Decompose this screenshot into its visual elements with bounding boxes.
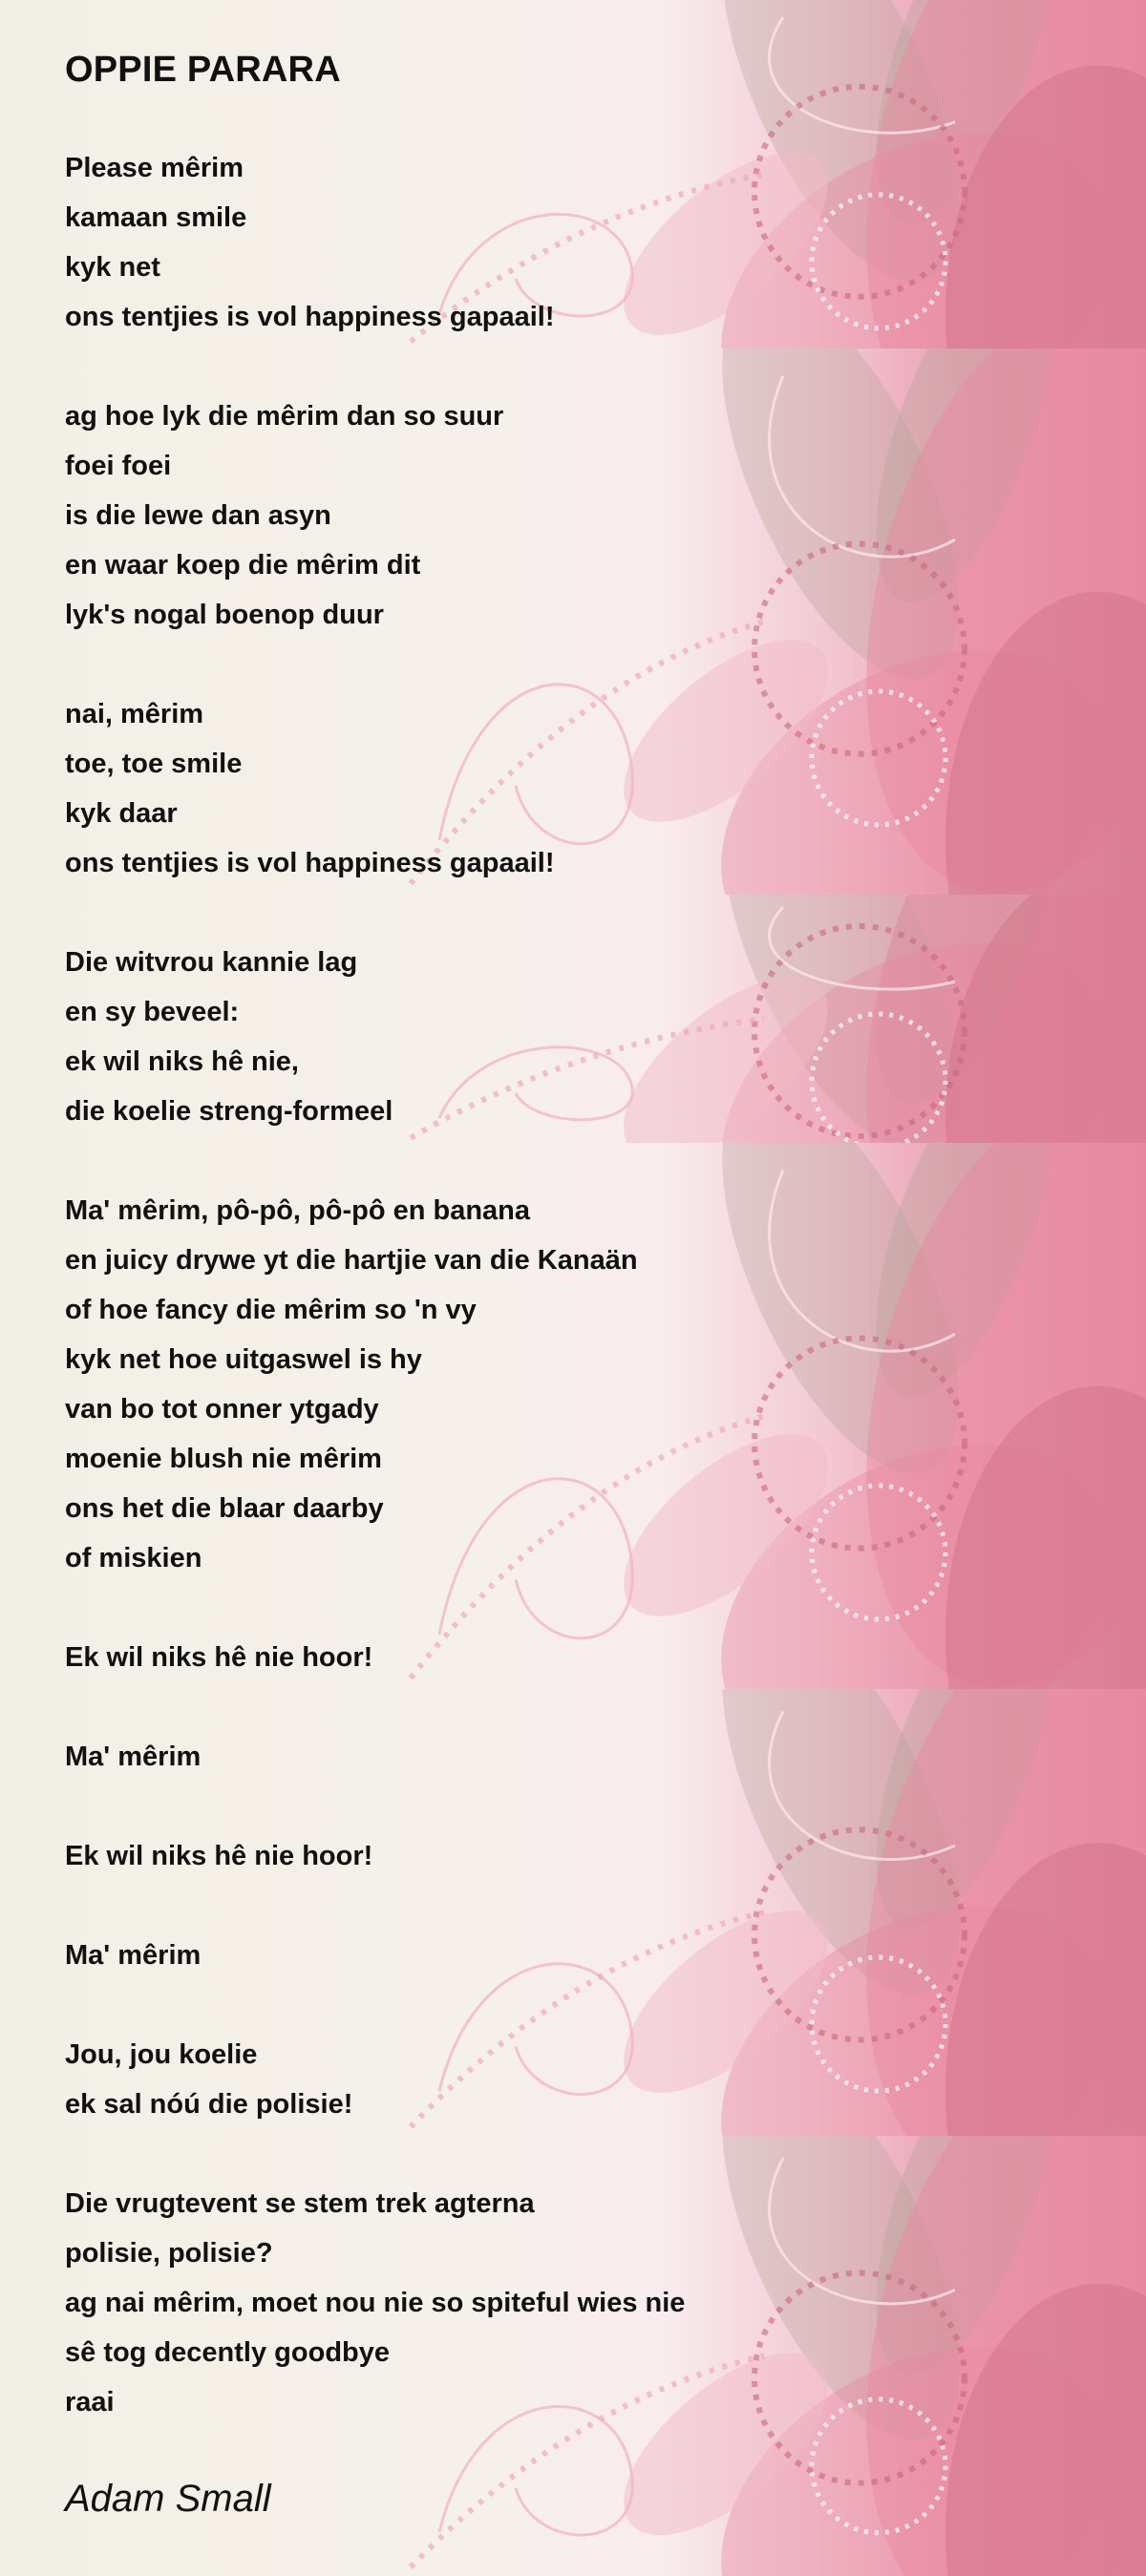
poem-line: kyk net hoe uitgaswel is hy (65, 1344, 422, 1375)
poem-line: nai, mêrim (65, 699, 204, 729)
stanza-break (65, 1782, 685, 1831)
poem-line: is die lewe dan asyn (65, 500, 331, 531)
stanza-break (65, 640, 685, 689)
poem-line: foei foei (65, 451, 172, 481)
stanza-break (65, 888, 685, 938)
poem-line: kyk net (65, 252, 160, 283)
poem-line: Jou, jou koelie (65, 2039, 258, 2070)
poem-line: moenie blush nie mêrim (65, 1444, 382, 1474)
poem-line: sê tog decently goodbye (65, 2337, 390, 2368)
poem-line: lyk's nogal boenop duur (65, 600, 384, 630)
poem-line: die koelie streng-formeel (65, 1096, 393, 1127)
poem-line: ons het die blaar daarby (65, 1493, 384, 1524)
poem-line: van bo tot onner ytgady (65, 1394, 379, 1425)
poem-line: kamaan smile (65, 202, 247, 233)
poem-line: Please mêrim (65, 153, 244, 183)
poem-line: en juicy drywe yt die hartjie van die Kanaän (65, 1245, 638, 1276)
poem-line: kyk daar (65, 798, 178, 829)
poem-line: ag nai mêrim, moet nou nie so spiteful wies nie (65, 2288, 686, 2318)
stanza-break (65, 1881, 685, 1931)
poem-line: ag hoe lyk die mêrim dan so suur (65, 401, 504, 432)
stanza-break (65, 1136, 685, 1186)
poem-line: Ek wil niks hê nie hoor! (65, 1642, 373, 1673)
poem-line: Ma' mêrim (65, 1742, 202, 1772)
poem-line: raai (65, 2387, 115, 2418)
stanza-break (65, 1980, 685, 2030)
poem-line: Die vrugtevent se stem trek agterna (65, 2188, 535, 2219)
poem-line: of miskien (65, 1543, 202, 1573)
poem-line: ons tentjies is vol happiness gapaail! (65, 848, 555, 878)
poem-line: ek wil niks hê nie, (65, 1046, 299, 1077)
poem-line: Ma' mêrim (65, 1940, 202, 1971)
poem-line: Ma' mêrim, pô-pô, pô-pô en banana (65, 1195, 531, 1226)
poem-line: toe, toe smile (65, 749, 243, 779)
poem-line: en sy beveel: (65, 997, 240, 1027)
poem-line: of hoe fancy die mêrim so 'n vy (65, 1295, 477, 1325)
poem-line: ons tentjies is vol happiness gapaail! (65, 302, 555, 332)
stanza-break (65, 1682, 685, 1732)
poem-title: OPPIE PARARA (65, 50, 341, 90)
poem-line: en waar koep die mêrim dit (65, 550, 421, 581)
poem-line: Die witvrou kannie lag (65, 947, 358, 978)
stanza-break (65, 2129, 685, 2179)
stanza-break (65, 1583, 685, 1633)
poem-line: Ek wil niks hê nie hoor! (65, 1841, 373, 1871)
poem-body (65, 143, 685, 2427)
poem-line: ek sal nóú die polisie! (65, 2089, 353, 2120)
poem-author: Adam Small (65, 2478, 271, 2520)
stanza-break (65, 342, 685, 391)
poem-line: polisie, polisie? (65, 2238, 273, 2269)
